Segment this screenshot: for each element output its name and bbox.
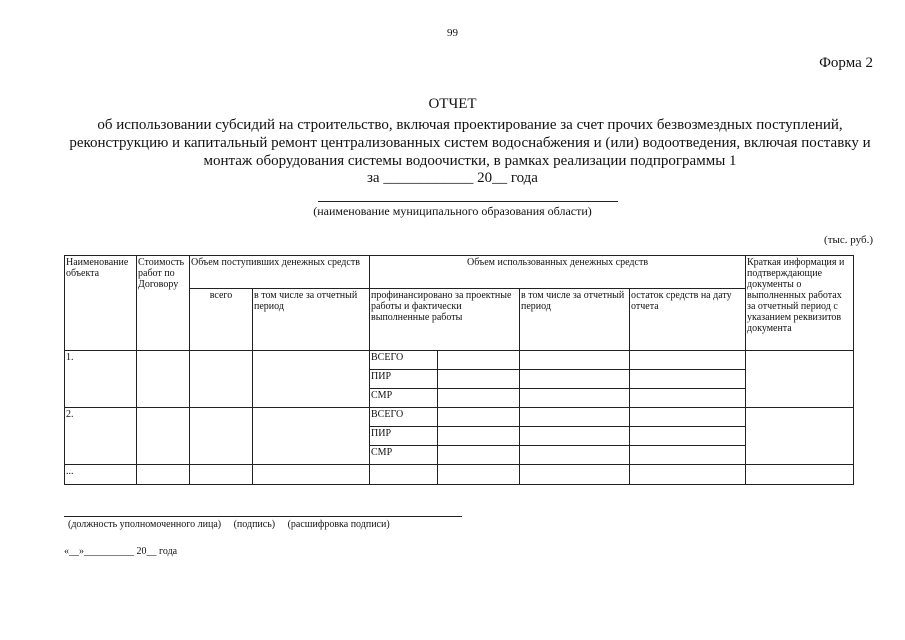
cell — [630, 370, 746, 389]
cell — [630, 427, 746, 446]
sub-row-label: СМР — [370, 446, 438, 465]
cell — [137, 351, 190, 408]
cell — [746, 408, 854, 465]
cell — [190, 408, 253, 465]
cell — [746, 465, 854, 485]
signature-caption: (должность уполномоченного лица) (подпись) (расшифровка подписи) — [68, 519, 390, 530]
cell — [438, 351, 520, 370]
sub-row-label: ВСЕГО — [370, 408, 438, 427]
cell — [630, 408, 746, 427]
header-used: Объем использованных денежных средств — [370, 256, 746, 289]
cell — [520, 389, 630, 408]
cell — [253, 408, 370, 465]
cell — [438, 408, 520, 427]
cell — [438, 427, 520, 446]
header-used-period: в том числе за отчетный период — [520, 289, 630, 351]
cell — [520, 446, 630, 465]
header-received-period: в том числе за отчетный период — [253, 289, 370, 351]
report-subtitle: об использовании субсидий на строительство, включая проектирование за счет прочих безвозмездных поступлений, реконструкцию и капитальный ремонт централизованных систем водоснабжения и (или) водоотведения, включая поставку и монтаж оборудования системы водоочистки, в рамках реализации подпрограммы 1 — [69, 117, 871, 169]
cell — [370, 465, 438, 485]
sub-row-label: ПИР — [370, 427, 438, 446]
report-period: за ____________ 20__ года — [367, 170, 538, 186]
cell — [630, 389, 746, 408]
cell — [630, 465, 746, 485]
units-label: (тыс. руб.) — [824, 234, 873, 246]
report-table — [64, 255, 854, 485]
header-cost: Стоимость работ по Договору — [137, 256, 190, 351]
municipality-caption: (наименование муниципального образования области) — [313, 204, 592, 218]
cell — [253, 351, 370, 408]
header-info: Краткая информация и подтверждающие документы о выполненных работах за отчетный период с указанием реквизитов документа — [746, 256, 854, 351]
cell — [520, 465, 630, 485]
row-label-1: 1. — [65, 351, 137, 408]
sub-row-label: СМР — [370, 389, 438, 408]
cell — [520, 408, 630, 427]
cell — [438, 370, 520, 389]
cell — [746, 351, 854, 408]
row-label-ellipsis: ... — [65, 465, 137, 485]
page-number: 99 — [447, 27, 458, 39]
cell — [630, 351, 746, 370]
cell — [630, 446, 746, 465]
header-received-total: всего — [190, 289, 253, 351]
cell — [438, 446, 520, 465]
header-balance: остаток средств на дату отчета — [630, 289, 746, 351]
sub-row-label: ВСЕГО — [370, 351, 438, 370]
row-label-2: 2. — [65, 408, 137, 465]
cell — [520, 351, 630, 370]
form-label: Форма 2 — [819, 55, 873, 71]
municipality-underline — [318, 201, 618, 202]
date-line: «__»__________ 20__ года — [64, 546, 178, 557]
cell — [137, 408, 190, 465]
signature-line — [64, 516, 462, 517]
cell — [438, 389, 520, 408]
sub-row-label: ПИР — [370, 370, 438, 389]
report-title: ОТЧЕТ — [428, 96, 477, 112]
header-received: Объем поступивших денежных средств — [190, 256, 370, 289]
header-object-name: Наименование объекта — [65, 256, 137, 351]
cell — [190, 465, 253, 485]
cell — [137, 465, 190, 485]
cell — [253, 465, 370, 485]
cell — [438, 465, 520, 485]
cell — [190, 351, 253, 408]
header-financed: профинансировано за проектные работы и фактически выполненные работы — [370, 289, 520, 351]
cell — [520, 370, 630, 389]
cell — [520, 427, 630, 446]
